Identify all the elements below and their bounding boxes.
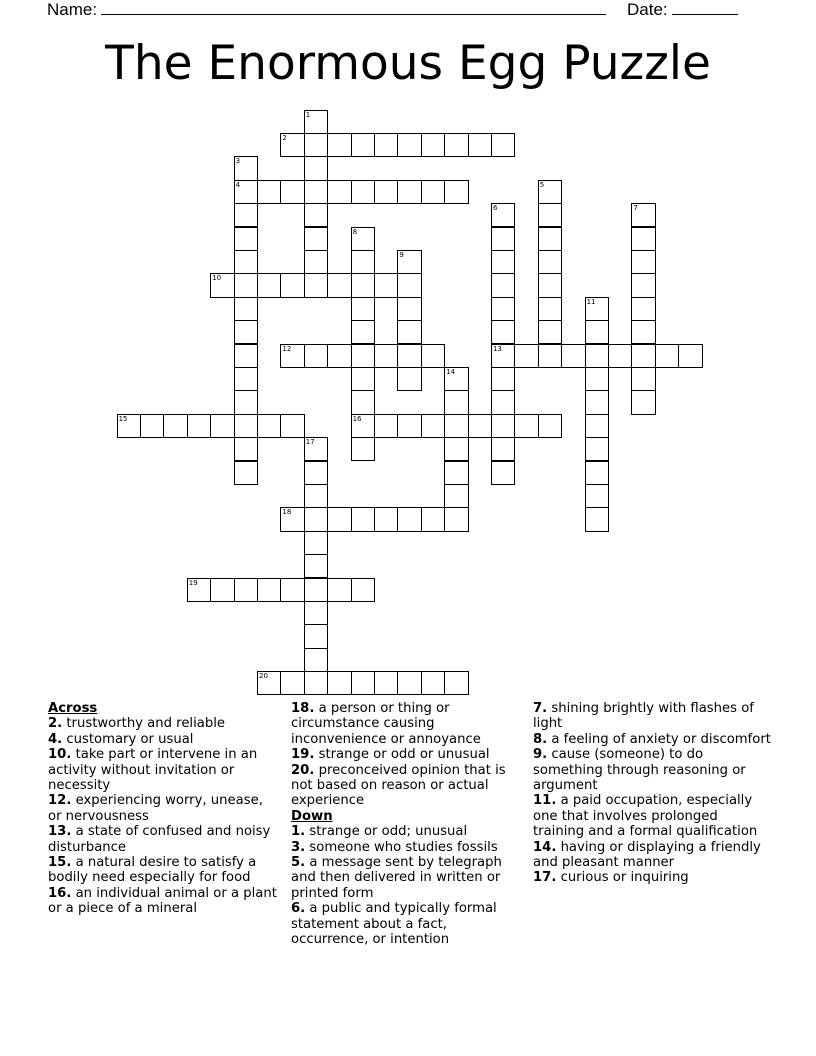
grid-cell[interactable] xyxy=(351,507,375,531)
grid-cell[interactable] xyxy=(304,203,328,227)
grid-cell[interactable] xyxy=(538,414,562,438)
grid-cell[interactable] xyxy=(421,344,445,368)
down-heading: Down xyxy=(291,808,333,824)
grid-cell[interactable] xyxy=(397,133,421,157)
clue-down-14: 14. having or displaying a friendly and pleasant manner xyxy=(533,839,761,871)
clue-across-12: 12. experiencing worry, unease, or nervousness xyxy=(48,793,263,824)
grid-cell[interactable] xyxy=(234,273,258,297)
grid-cell[interactable] xyxy=(421,414,445,438)
grid-cell[interactable] xyxy=(631,227,655,251)
grid-cell[interactable] xyxy=(257,578,281,602)
grid-cell[interactable] xyxy=(491,203,515,227)
clue-column-1 xyxy=(48,701,280,917)
grid-cell[interactable] xyxy=(678,344,702,368)
grid-cell[interactable] xyxy=(397,297,421,321)
clue-across-18: 18. a person or thing or circumstance causing inconvenience or annoyance xyxy=(291,701,481,747)
clue-number-label: 17 xyxy=(305,438,315,447)
grid-cell[interactable] xyxy=(351,367,375,391)
grid-cell[interactable] xyxy=(538,344,562,368)
date-label: Date: xyxy=(627,0,668,19)
grid-cell[interactable] xyxy=(234,390,258,414)
grid-cell[interactable] xyxy=(491,461,515,485)
clue-down-1: 1. strange or odd; unusual xyxy=(291,824,468,840)
grid-cell[interactable] xyxy=(187,414,211,438)
grid-cell[interactable] xyxy=(514,414,538,438)
grid-cell[interactable] xyxy=(491,273,515,297)
grid-cell[interactable] xyxy=(444,367,468,391)
date-line[interactable] xyxy=(672,0,738,15)
clue-down-7: 7. shining brightly with flashes of light xyxy=(533,701,754,732)
clue-number-label: 14 xyxy=(446,367,456,376)
grid-cell[interactable] xyxy=(397,320,421,344)
grid-cell[interactable] xyxy=(538,320,562,344)
grid-cell[interactable] xyxy=(257,671,281,695)
grid-cell[interactable] xyxy=(304,461,328,485)
grid-cell[interactable] xyxy=(585,484,609,508)
clue-column-3 xyxy=(533,701,773,886)
clue-down-17: 17. curious or inquiring xyxy=(533,870,689,886)
grid-cell[interactable] xyxy=(234,414,258,438)
grid-cell[interactable] xyxy=(631,203,655,227)
clue-column-2 xyxy=(291,701,523,948)
grid-cell[interactable] xyxy=(234,180,258,204)
grid-cell[interactable] xyxy=(491,390,515,414)
grid-cell[interactable] xyxy=(280,273,304,297)
grid-cell[interactable] xyxy=(257,180,281,204)
date-field[interactable] xyxy=(627,0,738,20)
grid-cell[interactable] xyxy=(327,180,351,204)
grid-cell[interactable] xyxy=(304,110,328,134)
grid-cell[interactable] xyxy=(234,297,258,321)
grid-cell[interactable] xyxy=(397,273,421,297)
grid-cell[interactable] xyxy=(304,437,328,461)
grid-cell[interactable] xyxy=(374,507,398,531)
grid-cell[interactable] xyxy=(538,273,562,297)
clue-down-6: 6. a public and typically formal statement about a fact, occurrence, or intention xyxy=(291,901,497,948)
grid-cell[interactable] xyxy=(374,133,398,157)
clue-across-10: 10. take part or intervene in an activity without invitation or necessity xyxy=(48,747,258,794)
grid-cell[interactable] xyxy=(304,273,328,297)
grid-cell[interactable] xyxy=(444,507,468,531)
grid-cell[interactable] xyxy=(561,344,585,368)
grid-cell[interactable] xyxy=(397,367,421,391)
grid-cell[interactable] xyxy=(491,344,515,368)
clue-number-label: 13 xyxy=(493,344,502,353)
grid-cell[interactable] xyxy=(444,414,468,438)
clue-number-label: 6 xyxy=(493,204,498,213)
grid-cell[interactable] xyxy=(421,180,445,204)
clue-number-label: 18 xyxy=(282,508,292,517)
page-title: The Enormous Egg Puzzle xyxy=(105,36,711,91)
clue-across-4: 4. customary or usual xyxy=(48,731,194,747)
grid-cell[interactable] xyxy=(327,273,351,297)
grid-cell[interactable] xyxy=(234,156,258,180)
grid-cell[interactable] xyxy=(234,437,258,461)
grid-cell[interactable] xyxy=(280,133,304,157)
grid-cell[interactable] xyxy=(444,671,468,695)
grid-cell[interactable] xyxy=(234,578,258,602)
grid-cell[interactable] xyxy=(631,250,655,274)
clue-number-label: 1 xyxy=(305,110,311,119)
grid-cell[interactable] xyxy=(421,507,445,531)
clue-number-label: 20 xyxy=(259,672,268,681)
grid-cell[interactable] xyxy=(304,180,328,204)
grid-cell[interactable] xyxy=(538,180,562,204)
grid-cell[interactable] xyxy=(327,133,351,157)
grid-cell[interactable] xyxy=(444,437,468,461)
grid-cell[interactable] xyxy=(351,671,375,695)
clue-across-15: 15. a natural desire to satisfy a bodily need especially for food xyxy=(48,855,257,886)
clue-number-label: 2 xyxy=(282,133,287,142)
grid-cell[interactable] xyxy=(491,250,515,274)
grid-cell[interactable] xyxy=(374,344,398,368)
grid-cell[interactable] xyxy=(304,507,328,531)
grid-cell[interactable] xyxy=(304,484,328,508)
grid-cell[interactable] xyxy=(397,180,421,204)
clue-across-2: 2. trustworthy and reliable xyxy=(48,716,225,732)
grid-cell[interactable] xyxy=(421,671,445,695)
grid-cell[interactable] xyxy=(397,414,421,438)
grid-cell[interactable] xyxy=(585,507,609,531)
grid-cell[interactable] xyxy=(351,227,375,251)
grid-cell[interactable] xyxy=(210,273,234,297)
grid-cell[interactable] xyxy=(374,414,398,438)
clue-across-20: 20. preconceived opinion that is not based on reason or actual experience xyxy=(291,762,506,809)
grid-cell[interactable] xyxy=(585,414,609,438)
grid-cell[interactable] xyxy=(374,180,398,204)
grid-cell[interactable] xyxy=(234,367,258,391)
grid-cell[interactable] xyxy=(491,437,515,461)
grid-cell[interactable] xyxy=(397,507,421,531)
grid-cell[interactable] xyxy=(280,671,304,695)
grid-cell[interactable] xyxy=(538,227,562,251)
clue-number-label: 9 xyxy=(399,250,404,259)
grid-cell[interactable] xyxy=(397,671,421,695)
grid-cell[interactable] xyxy=(351,437,375,461)
clue-across-13: 13. a state of confused and noisy disturbance xyxy=(48,824,271,855)
grid-cell[interactable] xyxy=(491,227,515,251)
grid-cell[interactable] xyxy=(397,250,421,274)
grid-cell[interactable] xyxy=(468,414,492,438)
grid-cell[interactable] xyxy=(234,250,258,274)
grid-cell[interactable] xyxy=(444,461,468,485)
grid-cell[interactable] xyxy=(187,578,211,602)
clue-number-label: 10 xyxy=(212,274,222,283)
grid-cell[interactable] xyxy=(234,461,258,485)
grid-cell[interactable] xyxy=(280,578,304,602)
grid-cell[interactable] xyxy=(631,320,655,344)
grid-cell[interactable] xyxy=(327,344,351,368)
clue-across-19: 19. strange or odd or unusual xyxy=(291,747,490,763)
grid-cell[interactable] xyxy=(585,390,609,414)
grid-cell[interactable] xyxy=(631,273,655,297)
grid-cell[interactable] xyxy=(280,180,304,204)
grid-cell[interactable] xyxy=(327,671,351,695)
grid-cell[interactable] xyxy=(163,414,187,438)
grid-cell[interactable] xyxy=(631,390,655,414)
grid-cell[interactable] xyxy=(304,601,328,625)
grid-cell[interactable] xyxy=(351,273,375,297)
grid-cell[interactable] xyxy=(374,671,398,695)
grid-cell[interactable] xyxy=(304,344,328,368)
grid-cell[interactable] xyxy=(304,671,328,695)
grid-cell[interactable] xyxy=(351,320,375,344)
grid-cell[interactable] xyxy=(257,273,281,297)
clue-down-3: 3. someone who studies fossils xyxy=(291,839,498,855)
grid-cell[interactable] xyxy=(280,414,304,438)
grid-cell[interactable] xyxy=(374,273,398,297)
grid-cell[interactable] xyxy=(234,227,258,251)
clue-number-label: 7 xyxy=(633,204,638,213)
grid-cell[interactable] xyxy=(280,507,304,531)
grid-cell[interactable] xyxy=(491,133,515,157)
grid-cell[interactable] xyxy=(631,367,655,391)
grid-cell[interactable] xyxy=(585,437,609,461)
across-heading: Across xyxy=(48,701,98,716)
grid-cell[interactable] xyxy=(538,297,562,321)
grid-cell[interactable] xyxy=(491,414,515,438)
grid-cell[interactable] xyxy=(585,297,609,321)
grid-cell[interactable] xyxy=(234,203,258,227)
grid-cell[interactable] xyxy=(631,344,655,368)
grid-cell[interactable] xyxy=(280,344,304,368)
grid-cell[interactable] xyxy=(257,414,281,438)
grid-cell[interactable] xyxy=(444,133,468,157)
grid-cell[interactable] xyxy=(234,320,258,344)
name-line[interactable] xyxy=(101,0,606,15)
clue-number-label: 16 xyxy=(352,414,362,423)
name-label: Name: xyxy=(47,0,98,19)
grid-cell[interactable] xyxy=(655,344,679,368)
grid-cell[interactable] xyxy=(351,133,375,157)
grid-cell[interactable] xyxy=(491,297,515,321)
grid-cell[interactable] xyxy=(585,344,609,368)
clue-number-label: 19 xyxy=(188,578,198,587)
grid-cell[interactable] xyxy=(421,133,445,157)
grid-cell[interactable] xyxy=(351,344,375,368)
grid-cell[interactable] xyxy=(234,344,258,368)
grid-cell[interactable] xyxy=(351,414,375,438)
clue-down-11: 11. a paid occupation, especially one that involves prolonged training and a formal qualification xyxy=(533,793,758,840)
clue-number-label: 12 xyxy=(282,344,292,353)
grid-cell[interactable] xyxy=(514,344,538,368)
grid-cell[interactable] xyxy=(327,578,351,602)
grid-cell[interactable] xyxy=(140,414,164,438)
grid-cell[interactable] xyxy=(351,250,375,274)
grid-cell[interactable] xyxy=(304,133,328,157)
grid-cell[interactable] xyxy=(304,578,328,602)
grid-cell[interactable] xyxy=(444,180,468,204)
clue-down-5: 5. a message sent by telegraph and then delivered in written or printed form xyxy=(291,855,502,901)
grid-cell[interactable] xyxy=(304,554,328,578)
clue-number-label: 3 xyxy=(235,157,241,166)
grid-cell[interactable] xyxy=(631,297,655,321)
clue-number-label: 4 xyxy=(235,180,241,189)
grid-cell[interactable] xyxy=(304,227,328,251)
grid-cell[interactable] xyxy=(351,578,375,602)
grid-cell[interactable] xyxy=(351,297,375,321)
grid-cell[interactable] xyxy=(585,461,609,485)
grid-cell[interactable] xyxy=(585,367,609,391)
clue-across-16: 16. an individual animal or a plant or a piece of a mineral xyxy=(48,885,277,917)
grid-cell[interactable] xyxy=(491,320,515,344)
grid-cell[interactable] xyxy=(210,578,234,602)
grid-cell[interactable] xyxy=(117,414,141,438)
grid-cell[interactable] xyxy=(538,250,562,274)
grid-cell[interactable] xyxy=(468,133,492,157)
clue-down-8: 8. a feeling of anxiety or discomfort xyxy=(533,731,771,747)
grid-cell[interactable] xyxy=(304,156,328,180)
grid-cell[interactable] xyxy=(304,648,328,672)
clue-number-label: 5 xyxy=(539,180,545,189)
grid-cell[interactable] xyxy=(608,344,632,368)
grid-cell[interactable] xyxy=(351,180,375,204)
name-field[interactable] xyxy=(47,0,606,20)
grid-cell[interactable] xyxy=(491,367,515,391)
clue-down-9: 9. cause (someone) to do something through reasoning or argument xyxy=(533,747,746,794)
grid-cell[interactable] xyxy=(444,484,468,508)
clue-number-label: 11 xyxy=(586,297,596,306)
grid-cell[interactable] xyxy=(210,414,234,438)
grid-cell[interactable] xyxy=(304,531,328,555)
grid-cell[interactable] xyxy=(304,624,328,648)
grid-cell[interactable] xyxy=(585,320,609,344)
grid-cell[interactable] xyxy=(444,390,468,414)
grid-cell[interactable] xyxy=(327,507,351,531)
clue-number-label: 15 xyxy=(118,414,128,423)
grid-cell[interactable] xyxy=(397,344,421,368)
grid-cell[interactable] xyxy=(351,390,375,414)
clue-number-label: 8 xyxy=(352,227,358,236)
grid-cell[interactable] xyxy=(304,250,328,274)
grid-cell[interactable] xyxy=(538,203,562,227)
